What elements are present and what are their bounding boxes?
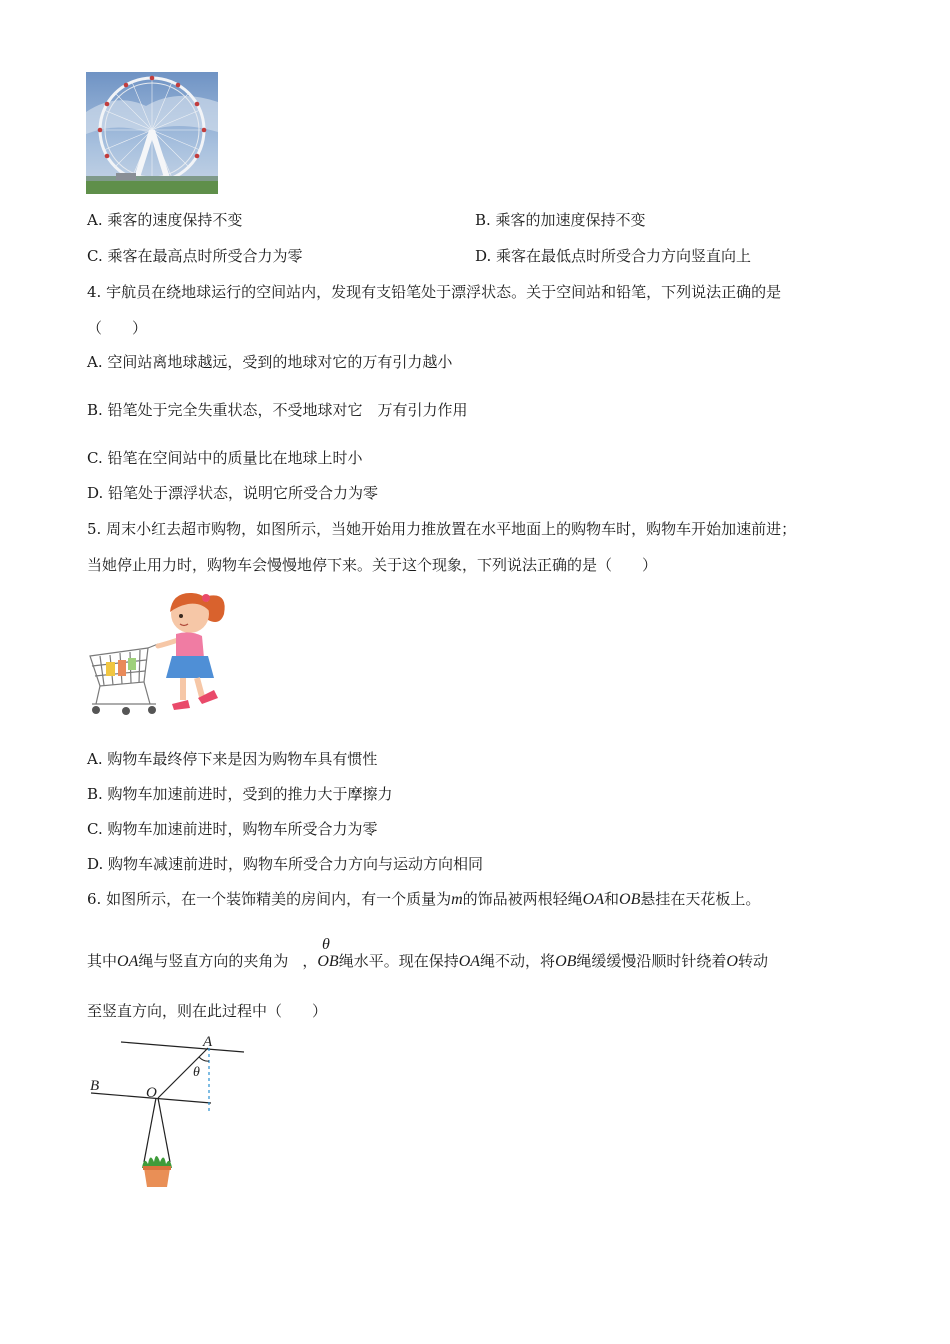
q5-option-d: D. 购物车减速前进时，购物车所受合力方向与运动方向相同 (87, 855, 484, 873)
q6-var-ob: OB (619, 891, 641, 908)
rope-right (158, 1098, 170, 1162)
q6-theta-symbol: θ (322, 936, 330, 953)
q4-option-c: C. 铅笔在空间站中的质量比在地球上时小 (87, 449, 363, 467)
ceiling-line-top (121, 1042, 244, 1052)
ferris-wheel-image (86, 72, 218, 194)
label-theta: θ (193, 1065, 200, 1080)
q6-var-m: m (451, 891, 463, 908)
q6-text: 的饰品被两根轻绳 (462, 890, 583, 908)
q6-text: 绳与竖直方向的夹角为 (138, 952, 289, 970)
q6-stem-line3: 至竖直方向，则在此过程中（ ） (87, 1002, 328, 1020)
label-b: B (90, 1078, 100, 1094)
q4-option-d: D. 铅笔处于漂浮状态，说明它所受合力为零 (87, 484, 379, 502)
q6-stem-line2 (87, 951, 768, 972)
q6-var-oa: OA (458, 953, 481, 970)
rope-oa (158, 1048, 208, 1098)
q3-option-a: A. 乘客的速度保持不变 (87, 211, 243, 229)
q6-stem-line1 (87, 889, 760, 910)
label-a: A (203, 1034, 213, 1050)
q4-stem-line1: 4. 宇航员在绕地球运行的空间站内，发现有支铅笔处于漂浮状态。关于空间站和铅笔，下列说法正确的是 (87, 283, 782, 301)
q6-text: 悬挂在天花板上。 (640, 890, 761, 908)
q5-option-c: C. 购物车加速前进时，购物车所受合力为零 (87, 820, 378, 838)
hanging-ornament-diagram (86, 1030, 256, 1195)
q6-text: 绳水平。现在保持 (338, 952, 459, 970)
q5-stem-line2: 当她停止用力时，购物车会慢慢地停下来。关于这个现象，下列说法正确的是（ ） (87, 556, 658, 574)
shopping-cart-girl-image (86, 586, 230, 722)
q3-option-c: C. 乘客在最高点时所受合力为零 (87, 247, 303, 265)
q3-option-b: B. 乘客的加速度保持不变 (475, 211, 646, 229)
q6-var-o: O (726, 953, 738, 970)
q4-stem-line2: （ ） (87, 319, 148, 337)
q6-text: ， (302, 952, 318, 970)
q6-text: 绳不动，将 (480, 952, 556, 970)
q6-var-ob: OB (317, 953, 339, 970)
q3-option-d: D. 乘客在最低点时所受合力方向竖直向上 (475, 247, 752, 265)
q6-text: 和 (604, 890, 620, 908)
q6-text: 其中 (87, 952, 118, 970)
q6-text: 6. 如图所示，在一个装饰精美的房间内，有一个质量为 (87, 890, 452, 908)
q5-option-b: B. 购物车加速前进时，受到的推力大于摩擦力 (87, 785, 393, 803)
q5-stem-line1: 5. 周末小红去超市购物，如图所示，当她开始用力推放置在水平地面上的购物车时，购物车开始加速前进； (87, 520, 797, 538)
label-o: O (146, 1085, 157, 1101)
theta-arc (199, 1057, 209, 1061)
q6-text: 转动 (737, 952, 768, 970)
q5-option-a: A. 购物车最终停下来是因为购物车具有惯性 (87, 750, 378, 768)
q6-var-ob: OB (555, 953, 577, 970)
plant-pot-icon (142, 1156, 172, 1187)
q6-text: 绳缓缓慢沿顺时针绕着 (576, 952, 727, 970)
q4-option-b: B. 铅笔处于完全失重状态，不受地球对它 万有引力作用 (87, 401, 468, 419)
q6-var-oa: OA (582, 891, 604, 908)
rope-left (144, 1098, 156, 1162)
q4-option-a: A. 空间站离地球越远，受到的地球对它的万有引力越小 (87, 353, 453, 371)
q6-var-oa: OA (117, 953, 139, 970)
